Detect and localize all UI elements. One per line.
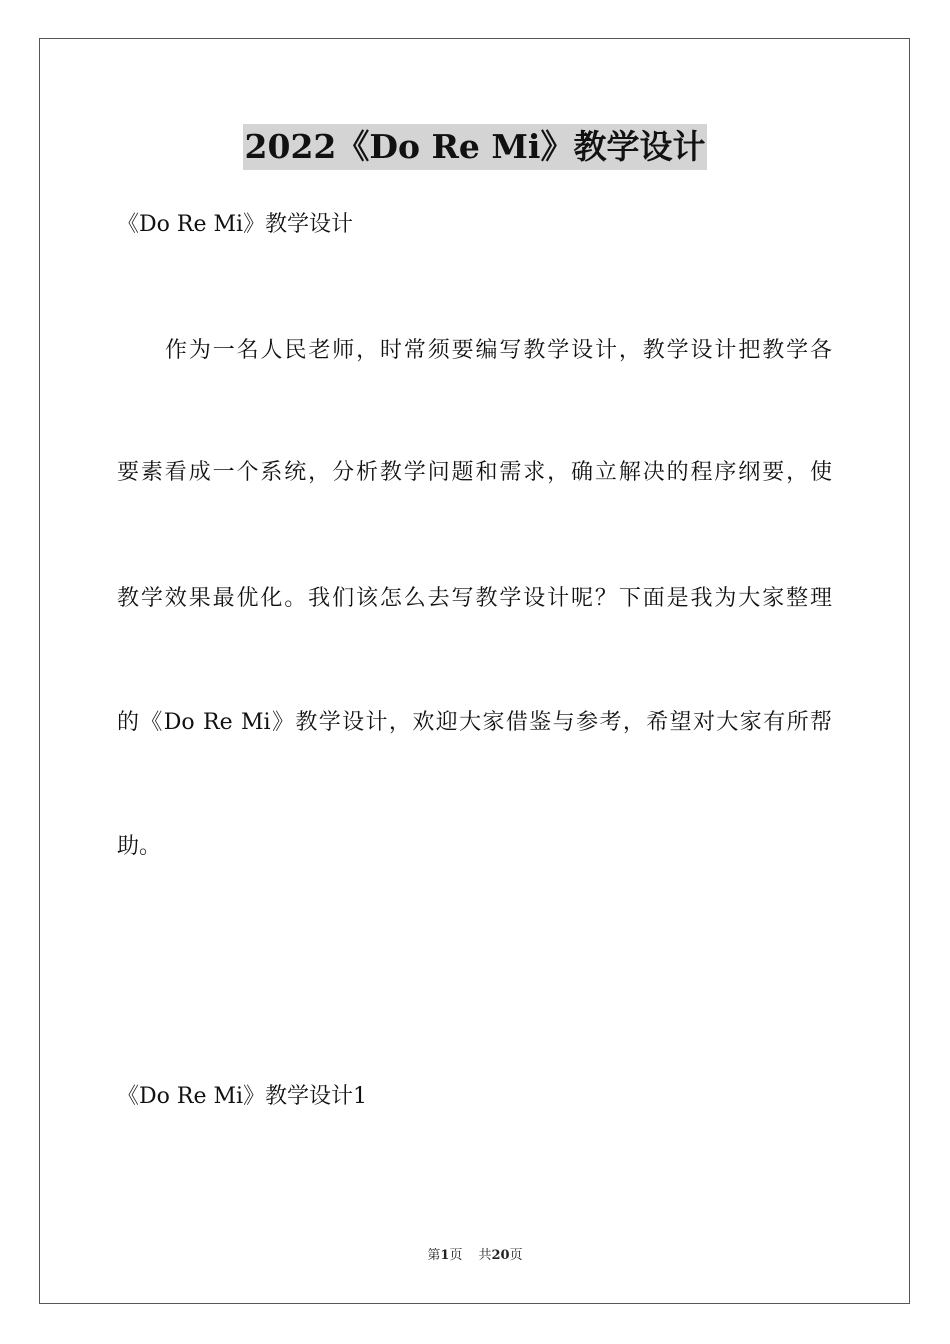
paragraph-line-3: 教学效果最优化。我们该怎么去写教学设计呢？下面是我为大家整理 bbox=[117, 586, 832, 611]
footer-current-page: 1 bbox=[440, 1248, 450, 1263]
footer-page-unit: 页 bbox=[449, 1248, 463, 1263]
footer-total-unit: 页 bbox=[509, 1248, 523, 1263]
document-subtitle: 《Do Re Mi》教学设计 bbox=[117, 212, 354, 237]
footer-total-pages: 20 bbox=[491, 1248, 510, 1263]
paragraph-line-1: 作为一名人民老师，时常须要编写教学设计，教学设计把教学各 bbox=[165, 338, 832, 363]
paragraph-line-4: 的《Do Re Mi》教学设计，欢迎大家借鉴与参考，希望对大家有所帮 bbox=[117, 710, 832, 735]
title-container bbox=[0, 124, 950, 170]
paragraph-line-5: 助。 bbox=[117, 834, 162, 859]
document-title: 2022《Do Re Mi》教学设计 bbox=[243, 124, 708, 170]
section-heading: 《Do Re Mi》教学设计1 bbox=[117, 1084, 368, 1109]
footer-total-prefix: 共 bbox=[478, 1248, 492, 1263]
footer-page-prefix: 第 bbox=[427, 1248, 441, 1263]
page-footer bbox=[0, 1247, 950, 1265]
paragraph-line-2: 要素看成一个系统，分析教学问题和需求，确立解决的程序纲要，使 bbox=[117, 460, 832, 485]
